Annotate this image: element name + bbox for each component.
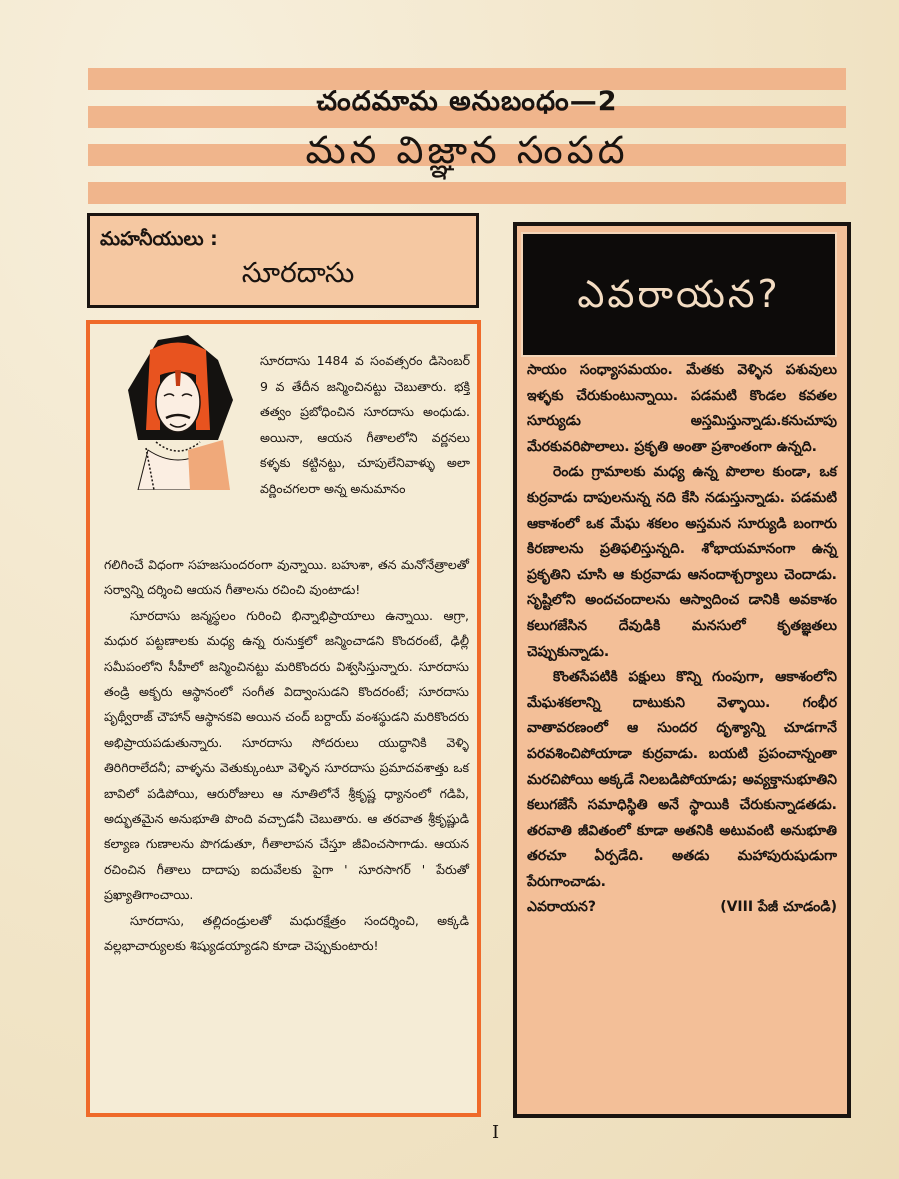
category-label: మహనీయులు : <box>100 228 218 250</box>
surdas-portrait-icon <box>118 330 238 490</box>
biography-article <box>86 320 481 1117</box>
paragraph: రెండు గ్రామాలకు మధ్య ఉన్న పొలాల కుండా, ఒక కుర్రవాడు దాపులనున్న నది కేసి నడుస్తున్నాడు. పడమటి ఆకాశంలో ఒక మేఘ శకలం అస్తమన సూర్యుడి బంగారు కిరణాలను ప్రతిఫలిస్తున్నది. శోభాయమానంగా ఉన్న ప్రకృతిని చూసి ఆ కుర్రవాడు ఆనందాశ్చర్యాలు చెందాడు. సృష్టిలోని అందచందాలను ఆస్వాదించ డానికి అవకాశం కలుగజేసిన దేవుడికి మనసులో కృతజ్ఞతలు చెప్పుకున్నాడు. <box>527 464 837 660</box>
page-number: I <box>492 1122 500 1143</box>
who-is-he-panel <box>513 222 851 1118</box>
paragraph: సూరదాసు జన్మస్థలం గురించి భిన్నాభిప్రాయాలు ఉన్నాయి. ఆగ్రా, మధుర పట్టణాలకు మధ్య ఉన్న రునుక్తలో జన్మించాడని కొందరంటే, ఢిల్లీ సమీపంలోని సీహీలో జన్మించినట్టు మరికొందరు విశ్వసిస్తున్నారు. సూరదాసు తండ్రి అక్బరు ఆస్థానంలో సంగీత విద్వాంసుడని కొందరంటే; సూరదాసు పృథ్వీరాజ్ చౌహాన్ ఆస్థానకవి అయిన చంద్ బర్దాయ్ వంశస్థుడని మరికొందరు అభిప్రాయపడుతున్నారు. సూరదాసు సోదరులు యుద్ధానికి వెళ్ళి తిరిగిరాలేదనీ; వాళ్ళను వెతుక్కుంటూ వెళ్ళిన సూరదాసు ప్రమాదవశాత్తు ఒక బావిలో పడిపోయి, ఆరురోజులు ఆ నూతిలోనే శ్రీకృష్ణ ధ్యానంలో గడిపి, అద్భుతమైన అనుభూతి పొంది వచ్చాడనీ చెబుతారు. ఆ తరవాత శ్రీకృష్ణుడి కల్యాణ గుణాలను పొగడుతూ, గీతాలాపన చేస్తూ జీవించసాగాడు. ఆయన రచించిన గీతాలు దాదాపు ఐదువేలకు పైగా ' సూరసాగర్ ' పేరుతో ప్రఖ్యాతిగాంచాయి. <box>104 607 469 903</box>
person-name: సూరదాసు <box>241 256 355 289</box>
banner-title: ఎవరాయన? <box>577 272 781 316</box>
banner <box>521 232 837 357</box>
see-page-link[interactable]: (VIII పేజీ చూడండి) <box>720 899 837 916</box>
paragraph: సూరదాసు, తల్లిదండ్రులతో మధురక్షేత్రం సందర్శించి, అక్కడి వల్లభాచార్యులకు శిష్యుడయ్యాడని కూడా చెప్పుకుంటారు! <box>104 912 469 954</box>
page-title: మన విజ్ఞాన సంపద <box>305 128 629 172</box>
paragraph: సాయం సంధ్యాసమయం. మేతకు వెళ్ళిన పశువులు ఇళ్ళకు చేరుకుంటున్నాయి. పడమటి కొండల కవతల సూర్యుడు అస్తమిస్తున్నాడు.కనుచూపు మేరకువరిపొలాలు. ప్రకృతి అంతా ప్రశాంతంగా ఉన్నది. <box>527 362 837 455</box>
series-subtitle: చందమామ అనుబంధం—2 <box>316 86 618 117</box>
paragraph: కొంతసేపటికి పక్షులు కొన్ని గుంపుగా, ఆకాశంలోని మేఘశకలాన్ని దాటుకుని వెళ్ళాయి. గంభీర వాతావరణంలో ఆ సుందర దృశ్యాన్ని చూడగానే పరవశించిపోయాడా కుర్రవాడు. బయటి ప్రపంచాన్నంతా మరచిపోయి అక్కడే నిలబడిపోయాడు; అవ్యక్తానుభూతిని కలుగజేసే సమాధిస్థితి అనే స్థాయికి చేరుకున్నాడతడు. తరవాతి జీవితంలో కూడా అతనికి అటువంటి అనుభూతి తరచూ ఏర్పడేది. అతడు మహాపురుషుడుగా పేరుగాంచాడు. <box>527 669 837 890</box>
paragraph: గలిగించే విధంగా సహజసుందరంగా వున్నాయి. బహుశా, తన మనోనేత్రాలతో సర్వాన్ని దర్శించి ఆయన గీతాలను రచించి వుంటాడు! <box>104 557 469 598</box>
closing-line <box>527 895 837 921</box>
intro-text: సూరదాసు 1484 వ సంవత్సరం డిసెంబర్ 9 వ తేదీన జన్మించినట్టు చెబుతారు. భక్తి తత్వం ప్రబోధించిన సూరదాసు అంధుడు. అయినా, ఆయన గీతాలలోని వర్ణనలు కళ్ళకు కట్టినట్టు, చూపులేనివాళ్ళు అలా వర్ణించగలరా అన్న అనుమానం <box>260 353 470 496</box>
biography-body <box>104 552 469 959</box>
stripe <box>88 182 846 204</box>
biography-title-box <box>87 213 479 308</box>
closing-question: ఎవరాయన? <box>527 899 596 916</box>
story-body <box>527 358 837 921</box>
